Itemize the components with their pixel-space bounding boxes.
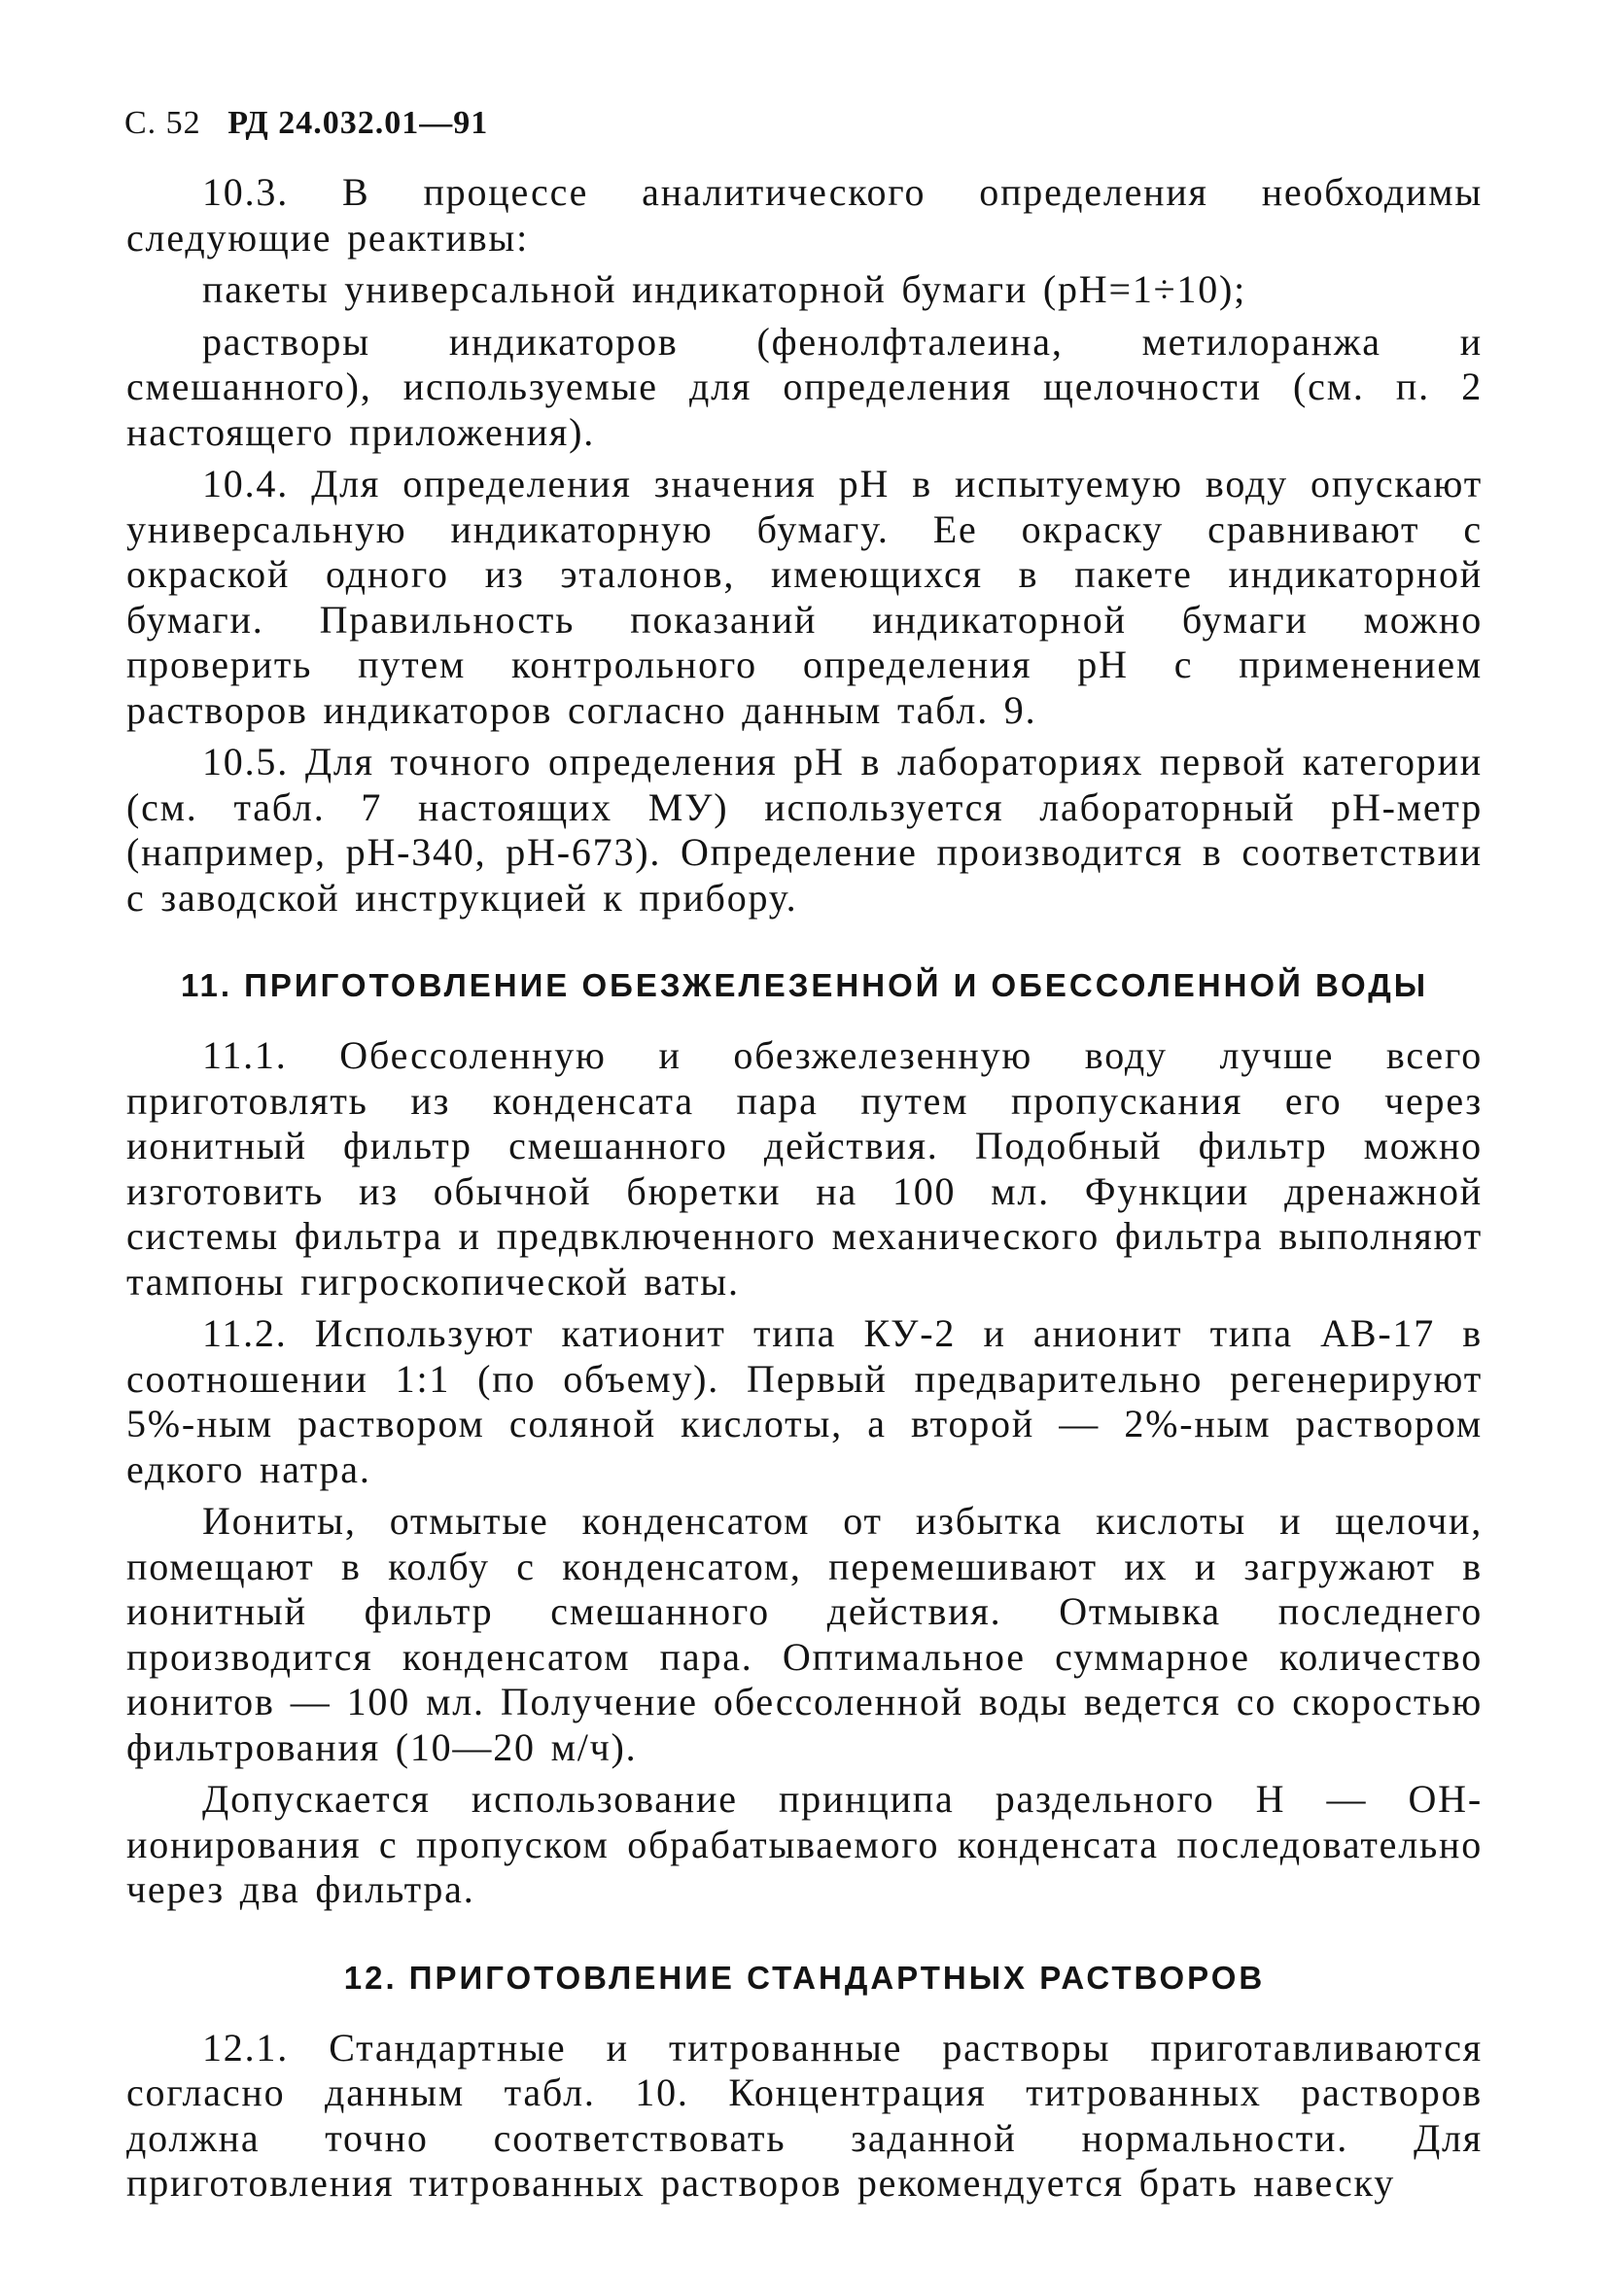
page-header xyxy=(124,105,488,142)
paragraph-12-1: 12.1. Стандартные и титрованные растворы приготавливаются согласно данным табл. 10. Концентрация титрованных растворов должна точно соответствовать заданной нормальности. Для приготовления титрованных растворов рекомендуется брать навеску xyxy=(126,2025,1483,2205)
paragraph-11-1: 11.1. Обессоленную и обезжелезенную воду лучше всего приготовлять из конденсата пара путем пропускания его через ионитный фильтр смешанного действия. Подобный фильтр можно изготовить из обычной бюретки на 100 мл. Функции дренажной системы фильтра и предвключенного механического фильтра выполняют тампоны гигроскопической ваты. xyxy=(126,1033,1483,1304)
paragraph-10-4: 10.4. Для определения значения pH в испытуемую воду опускают универсальную индикаторную бумагу. Ее окраску сравнивают с окраской одного из эталонов, имеющихся в пакете индикаторной бумаги. Правильность показаний индикаторной бумаги можно проверить путем контрольного определения pH с применением растворов индикаторов согласно данным табл. 9. xyxy=(126,462,1483,732)
paragraph-11-2-ionites: Иониты, отмытые конденсатом от избытка кислоты и щелочи, помещают в колбу с конденсатом, перемешивают их и загружают в ионитный фильтр смешанного действия. Отмывка последнего производится конденсатом пара. Оптимальное суммарное количество ионитов — 100 мл. Получение обессоленной воды ведется со скоростью фильтрования (10—20 м/ч). xyxy=(126,1499,1483,1769)
page-body xyxy=(126,170,1483,2213)
page-number: С. 52 xyxy=(124,105,201,141)
paragraph-10-3: 10.3. В процессе аналитического определения необходимы следующие реактивы: xyxy=(126,170,1483,260)
paragraph-11-2: 11.2. Используют катионит типа КУ-2 и анионит типа АВ-17 в соотношении 1:1 (по объему). Первый предварительно регенерируют 5%-ным раствором соляной кислоты, а второй — 2%-ным раствором едкого натра. xyxy=(126,1311,1483,1491)
section-12-heading: 12. ПРИГОТОВЛЕНИЕ СТАНДАРТНЫХ РАСТВОРОВ xyxy=(343,1959,1266,1996)
document-code: РД 24.032.01—91 xyxy=(227,105,489,141)
list-item-indicator-solutions: растворы индикаторов (фенолфталеина, метилоранжа и смешанного), используемые для определения щелочности (см. п. 2 настоящего приложения). xyxy=(126,319,1483,454)
paragraph-10-5: 10.5. Для точного определения pH в лабораториях первой категории (см. табл. 7 настоящих МУ) используется лабораторный pH-метр (например, pH-340, pH-673). Определение производится в соответствии с заводской инструкцией к прибору. xyxy=(126,740,1483,920)
section-11-heading: 11. ПРИГОТОВЛЕНИЕ ОБЕЗЖЕЛЕЗЕННОЙ И ОБЕССОЛЕННОЙ ВОДЫ xyxy=(180,967,1429,1003)
list-item-indicator-paper: пакеты универсальной индикаторной бумаги (pH=1÷10); xyxy=(202,267,1247,311)
paragraph-11-2-separate-ionization: Допускается использование принципа раздельного H — OH-ионирования с пропуском обрабатываемого конденсата последовательно через два фильтра. xyxy=(126,1777,1483,1911)
